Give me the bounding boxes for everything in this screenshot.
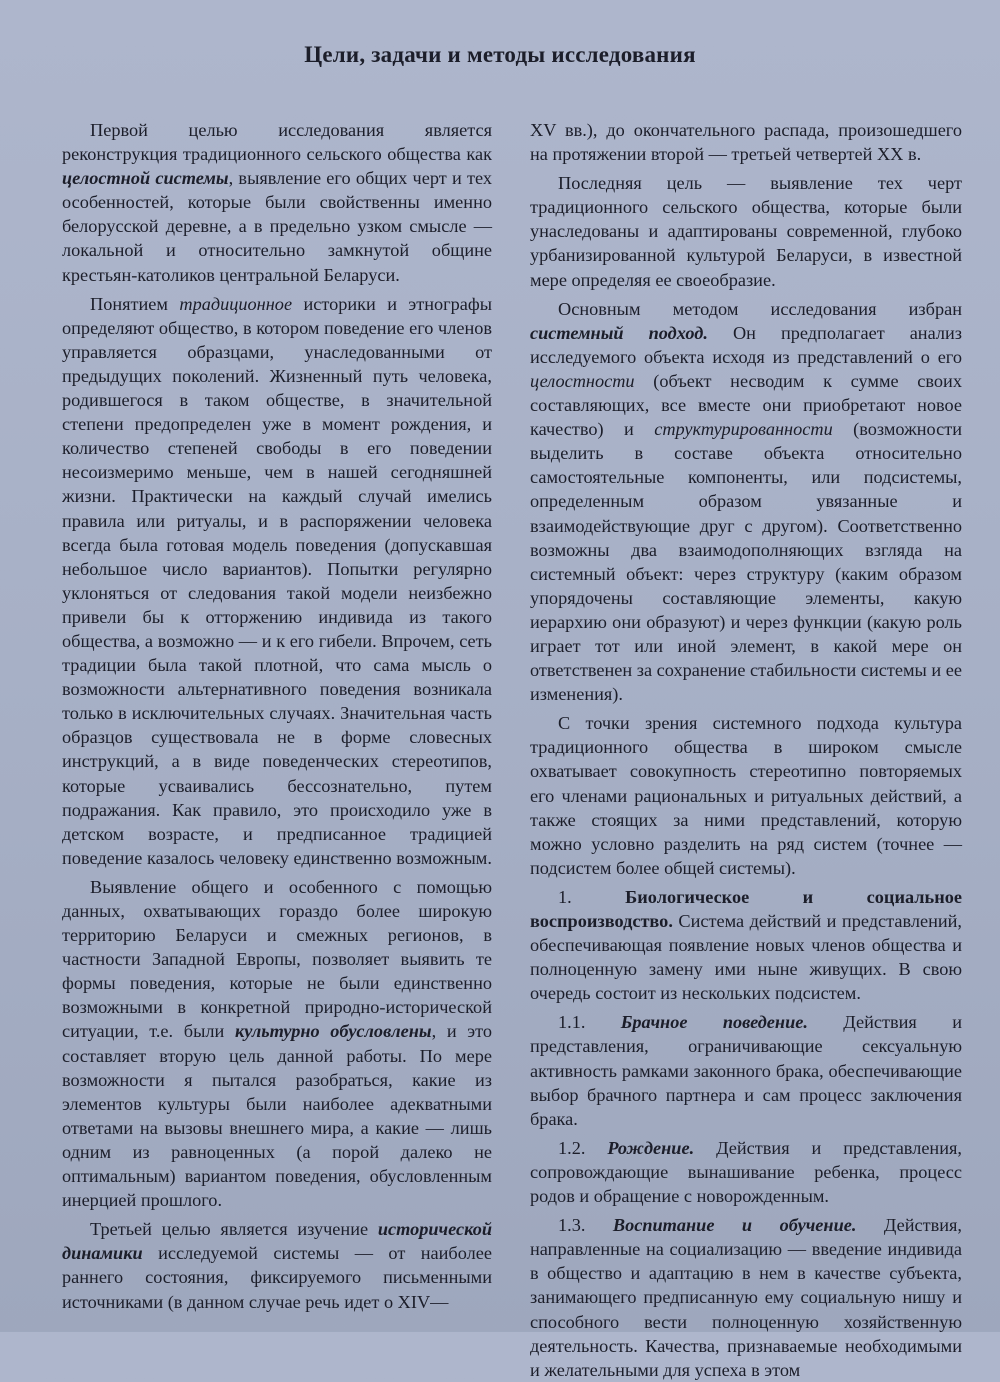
paragraph: Основным методом исследования избран системный подход. Он предполагает анализ исследуемого объекта исходя из представлений о его целостности (объект несводим к сумме своих составляющих, все вместе они приобретают новое качество) и структурированности (возможности выделить в составе объекта относительно самостоятельные компоненты, или подсистемы, определенным образом увязанные и взаимодействующие друг с другом). Соответственно возможны два взаимодополняющих взгляда на системный объект: через структуру (каким образом упорядочены составляющие элементы, какую иерархию они образуют) и через функции (какую роль играет тот или иной элемент, в какой мере он ответственен за сохранение стабильности системы и ее изменения).: [530, 298, 963, 705]
paragraph: Последняя цель — выявление тех черт традиционного сельского общества, которые были унаследованы и адаптированы современной, глубоко урбанизированной культурой Беларуси, в известной мере определяя ее своеобразие.: [530, 173, 962, 290]
paragraph: Первой целью исследования является реконструкция традиционного сельского общества как целостной системы, выявление его общих черт и тех особенностей, которые были свойственны именно белорусской деревне, а в предельно узком смысле — локальной и относительно замкнутой общине крестьян-католиков центральной Беларуси.: [62, 120, 492, 285]
left-column: [62, 118, 492, 1314]
page-title: Цели, задачи и методы исследования: [304, 42, 696, 67]
paragraph: XV вв.), до окончательного распада, произошедшего на протяжении второй — третьей четвертей XX в.: [530, 120, 962, 165]
paragraph: 1.3. Воспитание и обучение. Действия, направленные на социализацию — введение индивида в общество и адаптацию в нем в качестве субъекта, занимающего предписанную ему социальную нишу и способного вести полноценную хозяйственную деятельность. Качества, признаваемые необходимыми и желательными для успеха в этом: [530, 1215, 962, 1380]
paragraph: Понятием традиционное историки и этнографы определяют общество, в котором поведение его членов управляется образцами, унаследованными от предыдущих поколений. Жизненный путь человека, родившегося в таком обществе, в значительной степени предопределен уже в момент рождения, и количество степеней свободы в его поведении несоизмеримо меньше, чем в нашей сегодняшней жизни. Практически на каждый случай имелись правила или ритуалы, и в распоряжении человека всегда была готовая модель поведения (допускавшая небольшое число вариантов). Попытки регулярно уклоняться от следования такой модели неизбежно привели бы к отторжению индивида из такого общества, а возможно — и к его гибели. Впрочем, сеть традиции была такой плотной, что сама мысль о возможности альтернативного поведения возникала только в исключительных случаях. Значительная часть образцов существовала не в форме словесных инструкций, а в виде поведенческих стереотипов, которые усваивались бессознательно, путем подражания. Как правило, это происходило уже в детском возрасте, и предписанное традицией поведение казалось человеку единственно возможным.: [62, 293, 492, 868]
paragraph: 1.2. Рождение. Действия и представления, сопровождающие вынашивание ребенка, процесс родов и обращение с новорожденным.: [530, 1137, 962, 1207]
right-column: [530, 118, 962, 1382]
paragraph: Выявление общего и особенного с помощью данных, охватывающих гораздо более широкую территорию Беларуси и смежных регионов, в частности Западной Европы, позволяет выявить те формы поведения, которые не были единственно возможными в конкретной природно-исторической ситуации, т.е. были культурно обусловлены, и это составляет вторую цель данной работы. По мере возможности я пытался разобраться, какие из элементов культуры были наиболее адекватными ответами на вызовы внешнего мира, а какие — лишь одним из равноценных (а порой далеко не оптимальным) вариантом поведения, обусловленным инерцией прошлого.: [62, 876, 492, 1211]
paragraph: 1. Биологическое и социальное воспроизводство. Система действий и представлений, обеспечивающая появление новых членов общества и полноценную замену ими ныне живущих. В свою очередь состоит из нескольких подсистем.: [530, 886, 962, 1004]
paragraph: 1.1. Брачное поведение. Действия и представления, ограничивающие сексуальную активность рамками законного брака, обеспечивающие выбор брачного партнера и сам процесс заключения брака.: [530, 1012, 962, 1129]
paragraph: Третьей целью является изучение исторической динамики исследуемой системы — от наиболее раннего состояния, фиксируемого письменными источниками (в данном случае речь идет о XIV—: [62, 1219, 492, 1312]
paragraph: С точки зрения системного подхода культура традиционного общества в широком смысле охватывает совокупность стереотипно повторяемых его членами рациональных и ритуальных действий, а также стоящих за ними представлений, которую можно условно разделить на ряд систем (точнее — подсистем более общей системы).: [530, 713, 962, 878]
